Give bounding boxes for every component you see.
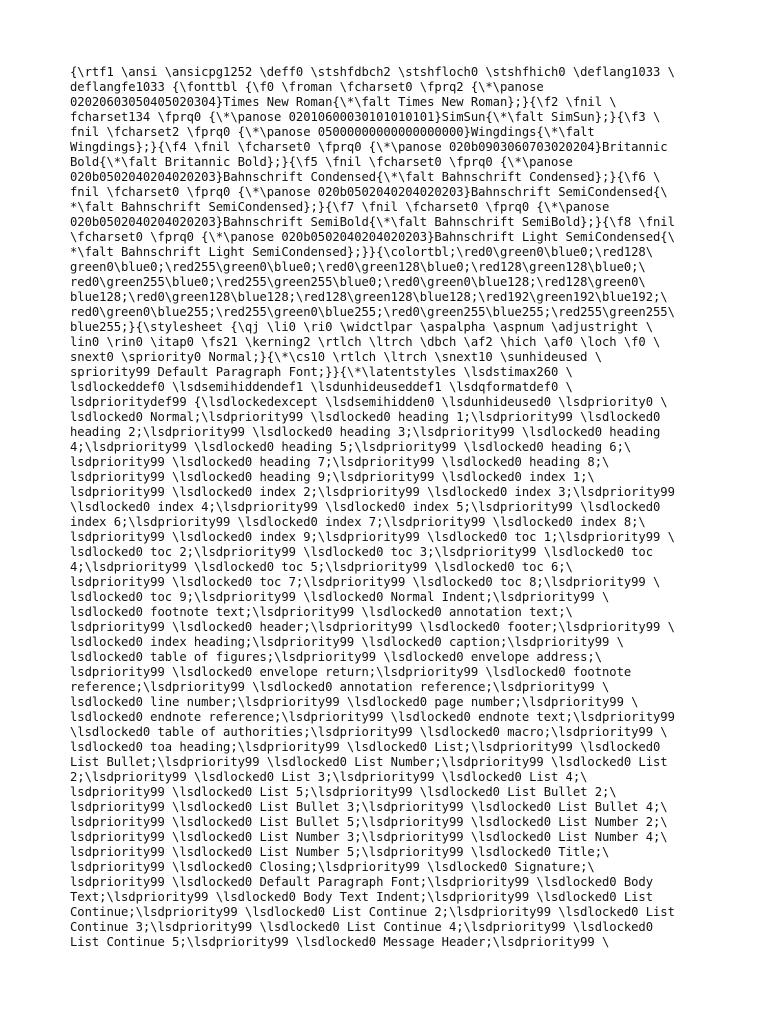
text-line: Continue;\lsdpriority99 \lsdlocked0 List Continue 2;\lsdpriority99 \lsdlocked0 List: [70, 905, 675, 919]
text-line: Continue 3;\lsdpriority99 \lsdlocked0 List Continue 4;\lsdpriority99 \lsdlocked0: [70, 920, 654, 934]
text-line: fcharset134 \fprq0 {\*\panose 02010600030101010101}SimSun{\*\falt SimSun};}{\f3 \: [70, 110, 661, 124]
text-line: \fcharset0 \fprq0 {\*\panose 020b0502040204020203}Bahnschrift Light SemiCondensed{\: [70, 230, 675, 244]
text-line: lsdpriority99 \lsdlocked0 heading 7;\lsdpriority99 \lsdlocked0 heading 8;\: [70, 455, 610, 469]
text-line: lsdlocked0 Normal;\lsdpriority99 \lsdlocked0 heading 1;\lsdpriority99 \lsdlocked0: [70, 410, 661, 424]
text-line: lsdlocked0 index heading;\lsdpriority99 \lsdlocked0 caption;\lsdpriority99 \: [70, 635, 624, 649]
text-line: lsdpriority99 \lsdlocked0 Closing;\lsdpriority99 \lsdlocked0 Signature;\: [70, 860, 595, 874]
text-line: Text;\lsdpriority99 \lsdlocked0 Body Text Indent;\lsdpriority99 \lsdlocked0 List: [70, 890, 654, 904]
text-line: Bold{\*\falt Britannic Bold};}{\f5 \fnil \fcharset0 \fprq0 {\*\panose: [70, 155, 573, 169]
text-line: {\rtf1 \ansi \ansicpg1252 \deff0 \stshfdbch2 \stshfloch0 \stshfhich0 \deflang1033 \: [70, 65, 675, 79]
text-line: 4;\lsdpriority99 \lsdlocked0 heading 5;\lsdpriority99 \lsdlocked0 heading 6;\: [70, 440, 632, 454]
text-line: lsdpriority99 \lsdlocked0 envelope return;\lsdpriority99 \lsdlocked0 footnote: [70, 665, 632, 679]
text-line: 02020603050405020304}Times New Roman{\*\falt Times New Roman};}{\f2 \fnil \: [70, 95, 617, 109]
text-line: lsdprioritydef99 {\lsdlockedexcept \lsdsemihidden0 \lsdunhideused0 \lsdpriority0 \: [70, 395, 668, 409]
text-line: Wingdings};}{\f4 \fnil \fcharset0 \fprq0 {\*\panose 020b0903060703020204}Britannic: [70, 140, 668, 154]
text-line: lsdlocked0 line number;\lsdpriority99 \lsdlocked0 page number;\lsdpriority99 \: [70, 695, 639, 709]
text-line: lsdpriority99 \lsdlocked0 List 5;\lsdpriority99 \lsdlocked0 List Bullet 2;\: [70, 785, 617, 799]
text-line: red0\green255\blue0;\red255\green255\blue0;\red0\green0\blue128;\red128\green0\: [70, 275, 646, 289]
text-line: lsdpriority99 \lsdlocked0 List Number 5;\lsdpriority99 \lsdlocked0 Title;\: [70, 845, 610, 859]
text-line: lsdlocked0 endnote reference;\lsdpriority99 \lsdlocked0 endnote text;\lsdpriority99: [70, 710, 675, 724]
text-line: lsdlocked0 toc 2;\lsdpriority99 \lsdlocked0 toc 3;\lsdpriority99 \lsdlocked0 toc: [70, 545, 654, 559]
text-line: heading 2;\lsdpriority99 \lsdlocked0 heading 3;\lsdpriority99 \lsdlocked0 heading: [70, 425, 661, 439]
text-line: 4;\lsdpriority99 \lsdlocked0 toc 5;\lsdpriority99 \lsdlocked0 toc 6;\: [70, 560, 573, 574]
text-line: List Bullet;\lsdpriority99 \lsdlocked0 List Number;\lsdpriority99 \lsdlocked0 List: [70, 755, 668, 769]
text-line: reference;\lsdpriority99 \lsdlocked0 annotation reference;\lsdpriority99 \: [70, 680, 610, 694]
text-line: blue128;\red0\green128\blue128;\red128\green128\blue128;\red192\green192\blue192;\: [70, 290, 668, 304]
text-line: lsdlocked0 toc 9;\lsdpriority99 \lsdlocked0 Normal Indent;\lsdpriority99 \: [70, 590, 610, 604]
text-line: blue255;}{\stylesheet {\qj \li0 \ri0 \widctlpar \aspalpha \aspnum \adjustright \: [70, 320, 654, 334]
text-line: List Continue 5;\lsdpriority99 \lsdlocked0 Message Header;\lsdpriority99 \: [70, 935, 610, 949]
rtf-source-text: [70, 65, 710, 950]
text-line: fnil \fcharset0 \fprq0 {\*\panose 020b0502040204020203}Bahnschrift SemiCondensed{\: [70, 185, 668, 199]
text-line: lsdpriority99 \lsdlocked0 heading 9;\lsdpriority99 \lsdlocked0 index 1;\: [70, 470, 595, 484]
text-line: 020b0502040204020203}Bahnschrift Condensed{\*\falt Bahnschrift Condensed};}{\f6 \: [70, 170, 661, 184]
text-line: 020b0502040204020203}Bahnschrift SemiBold{\*\falt Bahnschrift SemiBold};}{\f8 \fnil: [70, 215, 675, 229]
text-line: lsdpriority99 \lsdlocked0 List Bullet 5;\lsdpriority99 \lsdlocked0 List Number 2;\: [70, 815, 668, 829]
text-line: 2;\lsdpriority99 \lsdlocked0 List 3;\lsdpriority99 \lsdlocked0 List 4;\: [70, 770, 588, 784]
text-line: lsdpriority99 \lsdlocked0 index 9;\lsdpriority99 \lsdlocked0 toc 1;\lsdpriority99 \: [70, 530, 675, 544]
text-line: deflangfe1033 {\fonttbl {\f0 \froman \fcharset0 \fprq2 {\*\panose: [70, 80, 544, 94]
text-line: spriority99 Default Paragraph Font;}}{\*\latentstyles \lsdstimax260 \: [70, 365, 573, 379]
text-line: *\falt Bahnschrift Light SemiCondensed};}}{\colortbl;\red0\green0\blue0;\red128\: [70, 245, 654, 259]
text-line: *\falt Bahnschrift SemiCondensed};}{\f7 \fnil \fcharset0 \fprq0 {\*\panose: [70, 200, 610, 214]
text-line: snext0 \spriority0 Normal;}{\*\cs10 \rtlch \ltrch \snext10 \sunhideused \: [70, 350, 602, 364]
text-line: lsdpriority99 \lsdlocked0 Default Paragraph Font;\lsdpriority99 \lsdlocked0 Body: [70, 875, 654, 889]
text-line: lsdpriority99 \lsdlocked0 header;\lsdpriority99 \lsdlocked0 footer;\lsdpriority99 \: [70, 620, 675, 634]
text-line: fnil \fcharset2 \fprq0 {\*\panose 05000000000000000000}Wingdings{\*\falt: [70, 125, 595, 139]
text-line: lsdpriority99 \lsdlocked0 toc 7;\lsdpriority99 \lsdlocked0 toc 8;\lsdpriority99 \: [70, 575, 661, 589]
text-line: index 6;\lsdpriority99 \lsdlocked0 index 7;\lsdpriority99 \lsdlocked0 index 8;\: [70, 515, 646, 529]
text-line: lsdpriority99 \lsdlocked0 List Bullet 3;\lsdpriority99 \lsdlocked0 List Bullet 4;\: [70, 800, 668, 814]
text-line: \lsdlocked0 index 4;\lsdpriority99 \lsdlocked0 index 5;\lsdpriority99 \lsdlocked0: [70, 500, 661, 514]
text-line: lsdpriority99 \lsdlocked0 index 2;\lsdpriority99 \lsdlocked0 index 3;\lsdpriority99: [70, 485, 675, 499]
text-line: lsdlocked0 table of figures;\lsdpriority99 \lsdlocked0 envelope address;\: [70, 650, 602, 664]
document-page: [70, 65, 710, 950]
text-line: lsdlocked0 toa heading;\lsdpriority99 \lsdlocked0 List;\lsdpriority99 \lsdlocked0: [70, 740, 661, 754]
text-line: lsdlockeddef0 \lsdsemihiddendef1 \lsdunhideuseddef1 \lsdqformatdef0 \: [70, 380, 573, 394]
text-line: lsdpriority99 \lsdlocked0 List Number 3;\lsdpriority99 \lsdlocked0 List Number 4;\: [70, 830, 668, 844]
text-line: lsdlocked0 footnote text;\lsdpriority99 \lsdlocked0 annotation text;\: [70, 605, 573, 619]
text-line: green0\blue0;\red255\green0\blue0;\red0\green128\blue0;\red128\green128\blue0;\: [70, 260, 646, 274]
text-line: red0\green0\blue255;\red255\green0\blue255;\red0\green255\blue255;\red255\green255\: [70, 305, 675, 319]
text-line: lin0 \rin0 \itap0 \fs21 \kerning2 \rtlch \ltrch \dbch \af2 \hich \af0 \loch \f0 \: [70, 335, 661, 349]
text-line: \lsdlocked0 table of authorities;\lsdpriority99 \lsdlocked0 macro;\lsdpriority99 \: [70, 725, 668, 739]
